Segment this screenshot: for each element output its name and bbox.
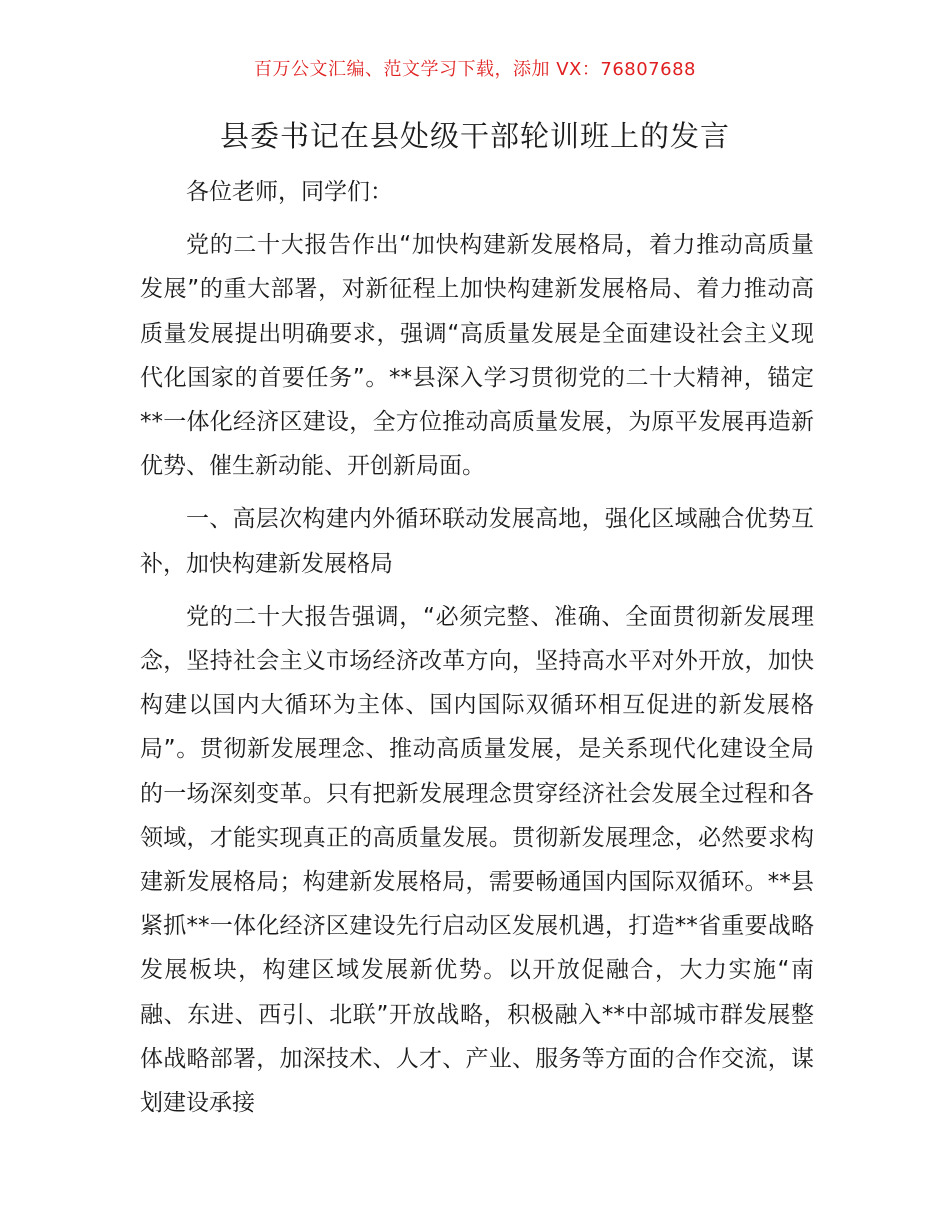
document-body	[140, 170, 814, 1125]
section-heading: 一、高层次构建内外循环联动发展高地，强化区域融合优势互补，加快构建新发展格局	[140, 506, 814, 577]
watermark-contact: 百万公文汇编、范文学习下载，添加 VX：76807688	[254, 59, 696, 80]
paragraph-body: 党的二十大报告强调，“必须完整、准确、全面贯彻新发展理念，坚持社会主义市场经济改革方向，坚持高水平对外开放，加快构建以国内大循环为主体、国内国际双循环相互促进的新发展格局”。贯彻新发展理念、推动高质量发展，是关系现代化建设全局的一场深刻变革。只有把新发展理念贯穿经济社会发展全过程和各领域，才能实现真正的高质量发展。贯彻新发展理念，必然要求构建新发展格局；构建新发展格局，需要畅通国内国际双循环。**县紧抓**一体化经济区建设先行启动区发展机遇，打造**省重要战略发展板块，构建区域发展新优势。以开放促融合，大力实施“南融、东进、西引、北联”开放战略，积极融入**中部城市群发展整体战略部署，加深技术、人才、产业、服务等方面的合作交流，谋划建设承接	[140, 603, 814, 1117]
document-title: 县委书记在县处级干部轮训班上的发言	[219, 119, 730, 153]
salutation: 各位老师，同学们：	[186, 179, 393, 205]
paragraph-intro: 党的二十大报告作出“加快构建新发展格局，着力推动高质量发展”的重大部署，对新征程上加快构建新发展格局、着力推动高质量发展提出明确要求，强调“高质量发展是全面建设社会主义现代化国家的首要任务”。**县深入学习贯彻党的二十大精神，锚定**一体化经济区建设，全方位推动高质量发展，为原平发展再造新优势、催生新动能、开创新局面。	[140, 232, 814, 480]
